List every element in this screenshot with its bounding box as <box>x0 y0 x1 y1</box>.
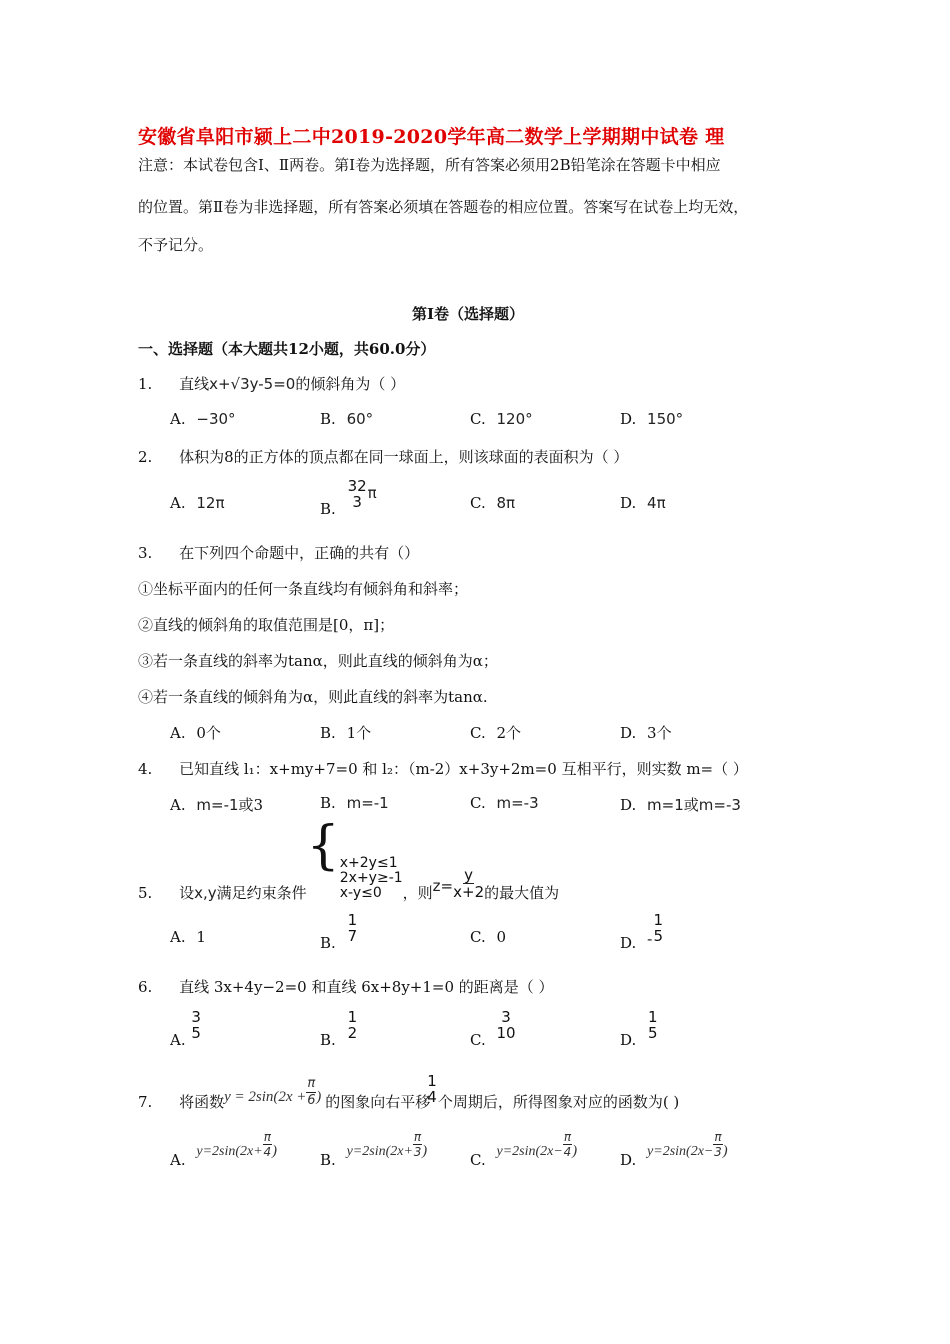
q7-option-a[interactable]: A. y=2sin(2x+ $\frac{\pi}{4}$ ) <box>170 1130 277 1169</box>
q1-formula: x+√3y-5=0 <box>209 375 296 393</box>
question-number: 3. <box>138 544 153 562</box>
page-title: 安徽省阜阳市颍上二中2019-2020学年高二数学上学期期中试卷 理 <box>138 126 725 148</box>
q1-option-a[interactable]: A. −30° <box>170 410 236 428</box>
q4-option-c[interactable]: C. m=-3 <box>470 794 539 812</box>
q5-z: z= <box>432 877 454 895</box>
q7-mid: 的图象向右平移 <box>325 1092 431 1111</box>
q3-statement-1: ①坐标平面内的任何一条直线均有倾斜角和斜率； <box>138 580 469 598</box>
q7-suffix: 个周期后，所得图象对应的函数为( ) <box>437 1092 680 1111</box>
question-7 <box>138 1070 680 1111</box>
part-title: 第Ⅰ卷（选择题） <box>412 305 525 323</box>
constraint-brace: { <box>306 816 340 876</box>
q3-option-d[interactable]: D. 3个 <box>620 724 672 742</box>
q5-option-d[interactable]: D. - 1 5 <box>620 911 664 952</box>
q3-option-c[interactable]: C. 2个 <box>470 724 522 742</box>
q7-function: y = 2sin(2x + <box>224 1088 307 1105</box>
q7-option-d[interactable]: D. y=2sin(2x− $\frac{\pi}{3}$ ) <box>620 1130 728 1169</box>
q6-option-a[interactable]: A. 3 5 <box>170 1008 201 1049</box>
q7-close: ) <box>316 1088 322 1105</box>
question-number: 4. <box>138 760 153 778</box>
question-number: 6. <box>138 978 153 996</box>
q1-suffix: 的倾斜角为（ ） <box>295 375 406 393</box>
q1-option-c[interactable]: C. 120° <box>470 410 533 428</box>
constraint-system: x+2y≤1 2x+y≥-1 x-y≤0 <box>339 855 403 901</box>
question-6 <box>138 976 554 997</box>
question-4 <box>138 758 748 779</box>
q2-option-a[interactable]: A. 12π <box>170 494 225 512</box>
q5-suffix: 的最大值为 <box>484 884 560 902</box>
q3-option-b[interactable]: B. 1个 <box>320 724 372 742</box>
q3-text: 在下列四个命题中，正确的共有（） <box>179 544 420 562</box>
q6-option-d[interactable]: D. 1 5 <box>620 1008 658 1049</box>
q7-option-c[interactable]: C. y=2sin(2x− $\frac{\pi}{4}$ ) <box>470 1130 578 1169</box>
q2-option-d[interactable]: D. 4π <box>620 494 666 512</box>
q5-then: ，则 <box>402 884 433 902</box>
q5-vars: x,y <box>194 884 217 902</box>
q7-prefix: 将函数 <box>179 1092 225 1111</box>
q2-option-b[interactable]: B. 32 3 π <box>320 477 377 518</box>
question-number: 7. <box>138 1092 153 1111</box>
q4-text: 已知直线 l₁：x+my+7=0 和 l₂：（m-2）x+3y+2m=0 互相平行，则实数 m=（ ） <box>179 760 748 778</box>
question-number: 2. <box>138 448 153 466</box>
q7-option-b[interactable]: B. y=2sin(2x+ $\frac{\pi}{3}$ ) <box>320 1130 428 1169</box>
section-title: 一、选择题（本大题共12小题，共60.0分） <box>138 340 436 358</box>
question-5 <box>138 816 560 902</box>
q6-option-b[interactable]: B. 1 2 <box>320 1008 358 1049</box>
q6-option-c[interactable]: C. 3 10 <box>470 1008 516 1049</box>
q5-prefix: 设 <box>179 884 195 902</box>
q4-option-a[interactable]: A. m=-1或3 <box>170 796 264 814</box>
question-3 <box>138 542 419 563</box>
q1-option-b[interactable]: B. 60° <box>320 410 374 428</box>
q3-statement-4: ④若一条直线的倾斜角为α，则此直线的斜率为tanα. <box>138 688 488 706</box>
q3-option-a[interactable]: A. 0个 <box>170 724 221 742</box>
q5-option-c[interactable]: C. 0 <box>470 928 507 946</box>
q5-option-b[interactable]: B. 1 7 <box>320 911 358 952</box>
q1-option-d[interactable]: D. 150° <box>620 410 684 428</box>
question-1 <box>138 373 405 394</box>
q6-text: 直线 3x+4y−2=0 和直线 6x+8y+1=0 的距离是（ ） <box>179 978 554 996</box>
q2-text: 体积为8的正方体的顶点都在同一球面上，则该球面的表面积为（ ） <box>179 448 629 466</box>
q5-mid: 满足约束条件 <box>216 884 307 902</box>
notice-line-2: 的位置。第Ⅱ卷为非选择题，所有答案必须填在答题卷的相应位置。答案写在试卷上均无效， <box>138 198 749 216</box>
q7-quarter: 1 4 <box>427 1071 437 1106</box>
q5-option-a[interactable]: A. 1 <box>170 928 206 946</box>
q5-fraction: $\frac{y}{x+2}$ <box>453 865 485 901</box>
question-number: 5. <box>138 884 153 902</box>
q7-pi-fraction: $\frac{\pi}{6}$ <box>307 1076 316 1108</box>
question-number: 1. <box>138 375 153 393</box>
q4-option-b[interactable]: B. m=-1 <box>320 794 389 812</box>
question-2 <box>138 446 628 467</box>
q1-prefix: 直线 <box>179 375 210 393</box>
q4-option-d[interactable]: D. m=1或m=-3 <box>620 796 741 814</box>
q3-statement-3: ③若一条直线的斜率为tanα，则此直线的倾斜角为α； <box>138 652 498 670</box>
notice-line-1: 注意：本试卷包含Ⅰ、Ⅱ两卷。第Ⅰ卷为选择题，所有答案必须用2B铅笔涂在答题卡中相应 <box>138 156 721 174</box>
notice-line-3: 不予记分。 <box>138 236 214 254</box>
q2-option-c[interactable]: C. 8π <box>470 494 516 512</box>
q3-statement-2: ②直线的倾斜角的取值范围是[0，π]； <box>138 616 395 634</box>
